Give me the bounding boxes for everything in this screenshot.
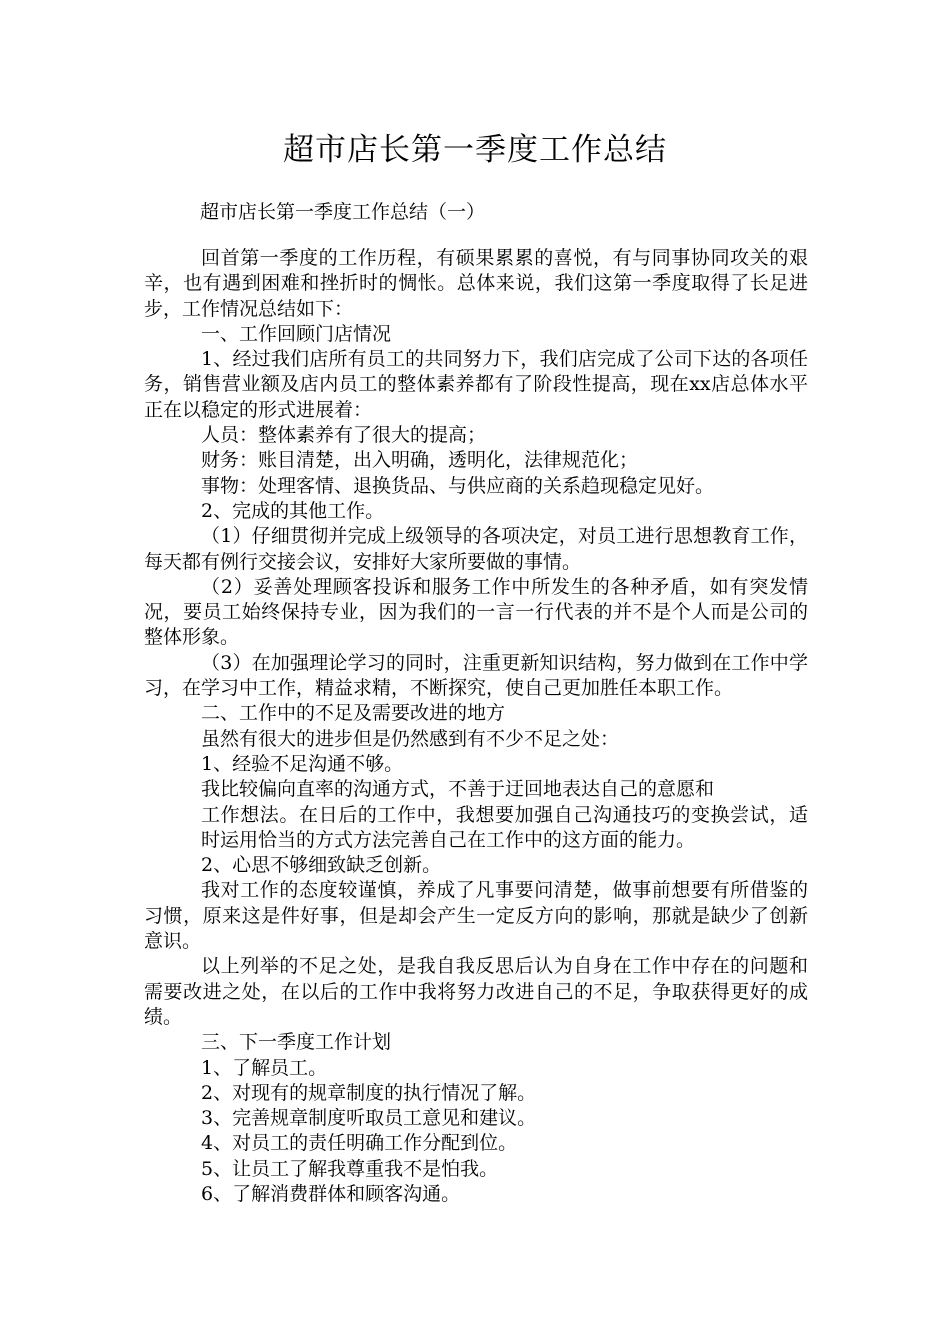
- paragraph: 1、经过我们店所有员工的共同努力下，我们店完成了公司下达的各项任务，销售营业额及店内员工的整体素养都有了阶段性提高，现在xx店总体水平正在以稳定的形式进展着：: [144, 348, 808, 421]
- paragraph: 虽然有很大的进步但是仍然感到有不少不足之处：: [201, 727, 620, 750]
- list-item: 5、让员工了解我尊重我不是怕我。: [201, 1157, 499, 1180]
- document-subtitle: 超市店长第一季度工作总结（一）: [200, 201, 486, 223]
- paragraph: 以上列举的不足之处，是我自我反思后认为自身在工作中存在的问题和需要改进之处，在以后的工作中我将努力改进自己的不足，争取获得更好的成绩。: [144, 955, 808, 1028]
- paragraph: 2、完成的其他工作。: [201, 499, 385, 522]
- paragraph: 回首第一季度的工作历程，有硕果累累的喜悦，有与同事协同攻关的艰辛，也有遇到困难和挫折时的惆怅。总体来说，我们这第一季度取得了长足进步，工作情况总结如下：: [144, 247, 808, 320]
- paragraph: 事物：处理客情、退换货品、与供应商的关系趋现稳定见好。: [201, 474, 715, 497]
- section-heading: 三、下一季度工作计划: [201, 1031, 392, 1054]
- paragraph: 财务：账目清楚，出入明确，透明化，法律规范化；: [201, 449, 639, 472]
- list-item: 3、完善规章制度听取员工意见和建议。: [201, 1107, 537, 1130]
- list-item: 1、了解员工。: [201, 1056, 328, 1079]
- paragraph: 我对工作的态度较谨慎，养成了凡事要问清楚，做事前想要有所借鉴的习惯，原来这是件好事，但是却会产生一定反方向的影响，那就是缺少了创新意识。: [144, 879, 808, 953]
- paragraph: 我比较偏向直率的沟通方式，不善于迂回地表达自己的意愿和: [201, 778, 715, 801]
- list-item: 2、对现有的规章制度的执行情况了解。: [201, 1081, 537, 1104]
- paragraph: 1、经验不足沟通不够。: [201, 752, 404, 775]
- paragraph: （3）在加强理论学习的同时，注重更新知识结构，努力做到在工作中学习，在学习中工作，精益求精，不断探究，使自己更加胜任本职工作。: [144, 651, 808, 700]
- document-title: 超市店长第一季度工作总结: [283, 132, 667, 168]
- paragraph: （1）仔细贯彻并完成上级领导的各项决定，对员工进行思想教育工作，每天都有例行交接会议，安排好大家所要做的事情。: [144, 525, 808, 573]
- paragraph: （2）妥善处理顾客投诉和服务工作中所发生的各种矛盾，如有突发情况，要员工始终保持专业，因为我们的一言一行代表的并不是个人而是公司的整体形象。: [144, 575, 808, 649]
- list-item: 6、了解消费群体和顾客沟通。: [201, 1182, 461, 1205]
- section-heading: 二、工作中的不足及需要改进的地方: [201, 702, 506, 725]
- paragraph: 人员：整体素养有了很大的提高；: [201, 424, 487, 447]
- paragraph: 2、心思不够细致缺乏创新。: [201, 854, 442, 877]
- paragraph: 工作想法。在日后的工作中，我想要加强自己沟通技巧的变换尝试，适时运用恰当的方式方法完善自己在工作中的这方面的能力。: [201, 803, 808, 851]
- list-item: 4、对员工的责任明确工作分配到位。: [201, 1132, 518, 1155]
- section-heading: 一、工作回顾门店情况: [201, 322, 392, 345]
- document-body: [144, 246, 808, 1207]
